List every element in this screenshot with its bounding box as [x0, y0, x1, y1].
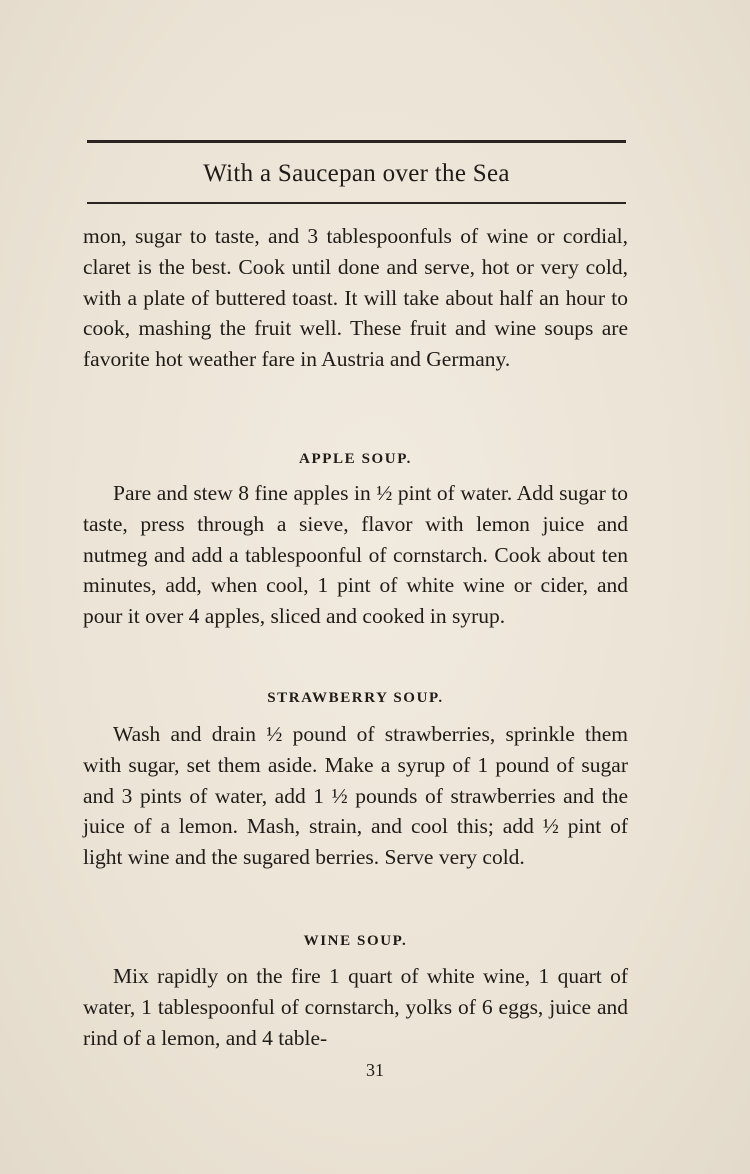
- section-heading-apple-soup: APPLE SOUP.: [299, 451, 412, 467]
- apple-soup-paragraph: Pare and stew 8 fine apples in ½ pint of water. Add sugar to taste, press through a sieve, flavor with lemon juice and nutmeg and add a tablespoonful of cornstarch. Cook about ten minutes, add, when cool, 1 pint of white wine or cider, and pour it over 4 apples, sliced and cooked in syrup.: [83, 481, 628, 629]
- page-number: 31: [366, 1060, 384, 1080]
- intro-paragraph-block: [83, 221, 628, 375]
- header-rule-top: [87, 140, 626, 143]
- strawberry-soup-block: [83, 719, 628, 873]
- section-heading-strawberry-soup: STRAWBERRY SOUP.: [267, 690, 444, 706]
- wine-soup-block: [83, 961, 628, 1053]
- strawberry-soup-paragraph: Wash and drain ½ pound of strawberries, sprinkle them with sugar, set them aside. Make a syrup of 1 pound of sugar and 3 pints of water, add 1 ½ pounds of strawberries and the juice of a lemon. Mash, strain, and cool this; add ½ pint of light wine and the sugared berries. Serve very cold.: [83, 722, 628, 870]
- wine-soup-paragraph: Mix rapidly on the fire 1 quart of white wine, 1 quart of water, 1 tablespoonful of cornstarch, yolks of 6 eggs, juice and rind of a lemon, and 4 table-: [83, 964, 628, 1050]
- apple-soup-block: [83, 478, 628, 632]
- header-rule-bottom: [87, 202, 626, 204]
- running-head: With a Saucepan over the Sea: [203, 160, 510, 187]
- section-heading-wine-soup: WINE SOUP.: [303, 933, 408, 949]
- intro-paragraph: mon, sugar to taste, and 3 tablespoonfuls of wine or cordial, claret is the best. Cook until done and serve, hot or very cold, with a plate of buttered toast. It will take about half an hour to cook, mashing the fruit well. These fruit and wine soups are favorite hot weather fare in Austria and Germany.: [83, 224, 628, 372]
